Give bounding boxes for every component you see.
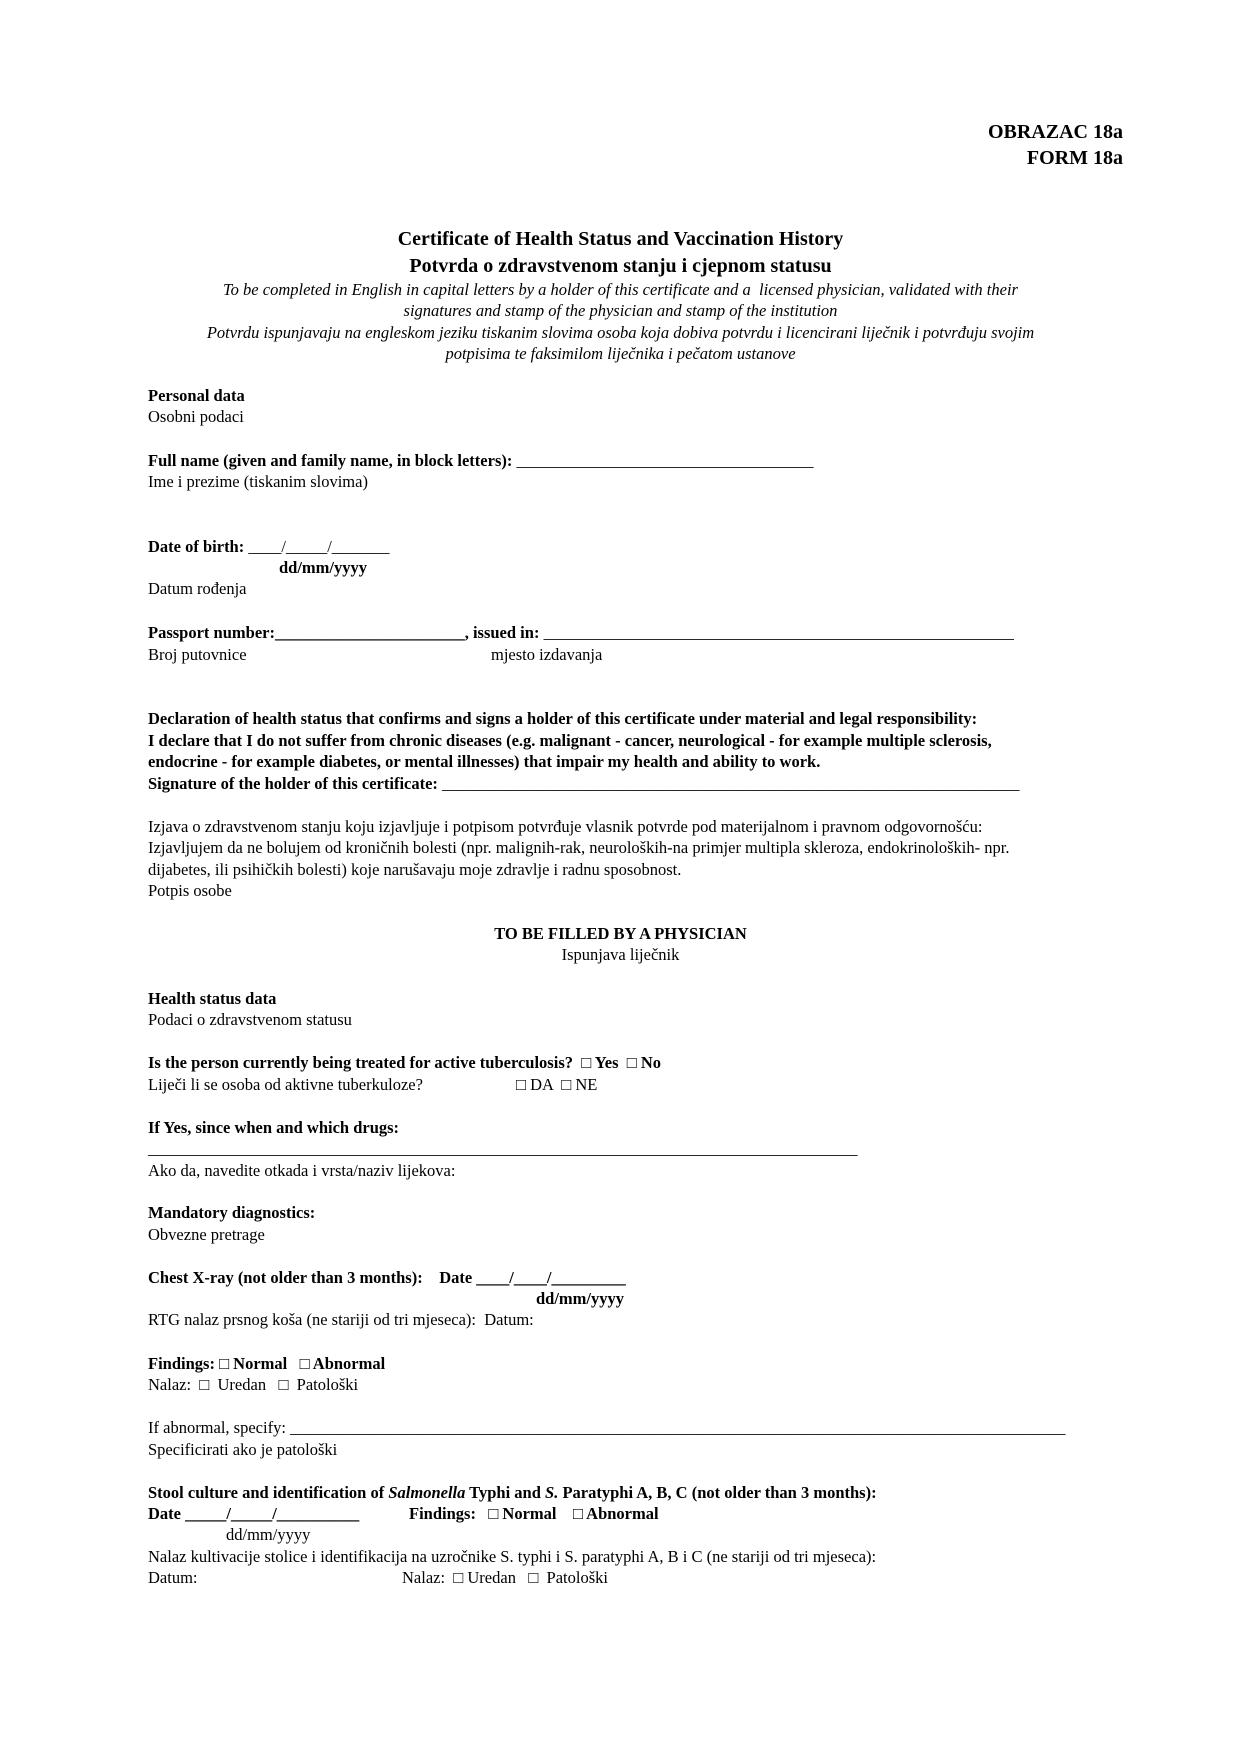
fullname-label: Full name (given and family name, in block letters): (148, 451, 513, 470)
personal-heading-en: Personal data (148, 386, 245, 405)
title-hr: Potvrda o zdravstvenom stanju i cjepnom statusu (409, 255, 832, 277)
instructions-en-1: To be completed in English in capital letters by a holder of this certificate and a licensed physician, validated with their (223, 280, 1018, 299)
fullname-hr: Ime i prezime (tiskanim slovima) (148, 472, 368, 491)
drugs-label-hr: Ako da, navedite otkada i vrsta/naziv lijekova: (148, 1161, 456, 1180)
stool-date-format: dd/mm/yyyy (226, 1525, 311, 1544)
issued-field[interactable]: _________________________________________________________ (539, 623, 1014, 642)
tb-question-en[interactable]: Is the person currently being treated for active tuberculosis? □ Yes □ No (148, 1053, 662, 1072)
signature-field[interactable]: ______________________________________________________________________ (437, 774, 1020, 793)
declaration-hr-2: Izjavljujem da ne bolujem od kroničnih bolesti (npr. malignih-rak, neuroloških-na primjer multipla skleroza, endokrinoloških- npr. (148, 838, 1010, 857)
drugs-label-en: If Yes, since when and which drugs: (148, 1118, 400, 1137)
dob-hr: Datum rođenja (148, 579, 247, 598)
mandatory-heading-en: Mandatory diagnostics: (148, 1203, 316, 1222)
xray-date-format: dd/mm/yyyy (536, 1289, 625, 1308)
stool-date-en[interactable]: Date _____/_____/__________ (148, 1504, 360, 1523)
instructions-en-2: signatures and stamp of the physician and stamp of the institution (403, 301, 838, 320)
abnormal-label: If abnormal, specify: (148, 1418, 286, 1437)
title-en: Certificate of Health Status and Vaccination History (397, 228, 844, 250)
abnormal-hr: Specificirati ako je patološki (148, 1440, 338, 1459)
drugs-field[interactable]: ______________________________________________________________________________________ (148, 1139, 858, 1158)
dob-field[interactable]: ____/_____/_______ (244, 537, 390, 556)
form-number-hr: OBRAZAC 18a (987, 121, 1123, 143)
signature-row (148, 774, 1020, 794)
signature-hr: Potpis osobe (148, 881, 232, 900)
signature-label: Signature of the holder of this certificate: (148, 774, 438, 793)
stool-findings-hr[interactable]: Nalaz: □ Uredan □ Patološki (402, 1568, 608, 1587)
physician-heading-hr: Ispunjava liječnik (561, 945, 680, 964)
issued-hr: mjesto izdavanja (491, 645, 603, 664)
fullname-row (148, 451, 813, 471)
stool-heading-part-a: Stool culture and identification of (148, 1483, 389, 1502)
stool-salmonella: Salmonella (388, 1483, 466, 1502)
stool-heading-part-b: Typhi and (465, 1483, 546, 1502)
abnormal-row (148, 1418, 1066, 1438)
health-heading-en: Health status data (148, 989, 277, 1008)
stool-date-hr: Datum: (148, 1568, 198, 1587)
form-number-en: FORM 18a (1026, 147, 1123, 169)
declaration-hr-3: dijabetes, ili psihičkih bolesti) koje narušavaju moje zdravlje i radnu sposobnost. (148, 860, 682, 879)
declaration-en-1: Declaration of health status that confirms and signs a holder of this certificate under material and legal responsibility: (148, 709, 978, 728)
dob-label: Date of birth: (148, 537, 245, 556)
stool-heading-en (148, 1483, 877, 1503)
xray-row-en[interactable]: Chest X-ray (not older than 3 months): Date ____/____/_________ (148, 1268, 626, 1287)
fullname-field[interactable]: ____________________________________ (512, 451, 814, 470)
dob-row (148, 537, 390, 557)
stool-heading-hr: Nalaz kultivacije stolice i identifikacija na uzročnike S. typhi i S. paratyphi A, B i C (ne stariji od tri mjeseca): (148, 1547, 877, 1566)
declaration-en-2: I declare that I do not suffer from chronic diseases (e.g. malignant - cancer, neurological - for example multiple sclerosis, (148, 731, 992, 750)
xray-findings-hr[interactable]: Nalaz: □ Uredan □ Patološki (148, 1375, 359, 1394)
stool-heading-part-c: Paratyphi A, B, C (not older than 3 months): (558, 1483, 877, 1502)
passport-row (148, 623, 1014, 643)
passport-hr: Broj putovnice (148, 645, 247, 664)
xray-row-hr: RTG nalaz prsnog koša (ne stariji od tri mjeseca): Datum: (148, 1310, 534, 1329)
stool-findings-en[interactable]: Findings: □ Normal □ Abnormal (409, 1504, 659, 1523)
declaration-en-3: endocrine - for example diabetes, or mental illnesses) that impair my health and ability to work. (148, 752, 821, 771)
physician-heading-en: TO BE FILLED BY A PHYSICIAN (494, 924, 747, 943)
instructions-hr-2: potpisima te faksimilom liječnika i pečatom ustanove (445, 344, 796, 363)
health-heading-hr: Podaci o zdravstvenom statusu (148, 1010, 352, 1029)
declaration-hr-1: Izjava o zdravstvenom stanju koju izjavljuje i potpisom potvrđuje vlasnik potvrde pod materijalnom i pravnom odgovornošću: (148, 817, 983, 836)
mandatory-heading-hr: Obvezne pretrage (148, 1225, 265, 1244)
abnormal-field[interactable]: ______________________________________________________________________________________________ (285, 1418, 1066, 1437)
tb-question-hr: Liječi li se osoba od aktivne tuberkuloze? (148, 1075, 423, 1094)
instructions-hr-1: Potvrdu ispunjavaju na engleskom jeziku tiskanim slovima osoba koja dobiva potvrdu i licencirani liječnik i potvrđuju svojim (206, 323, 1035, 342)
tb-options-hr[interactable]: □ DA □ NE (516, 1075, 598, 1094)
xray-findings-en[interactable]: Findings: □ Normal □ Abnormal (148, 1354, 386, 1373)
dob-format: dd/mm/yyyy (279, 558, 368, 577)
passport-label[interactable]: Passport number:_______________________, issued in: (148, 623, 540, 642)
stool-s: S. (545, 1483, 559, 1502)
personal-heading-hr: Osobni podaci (148, 407, 244, 426)
